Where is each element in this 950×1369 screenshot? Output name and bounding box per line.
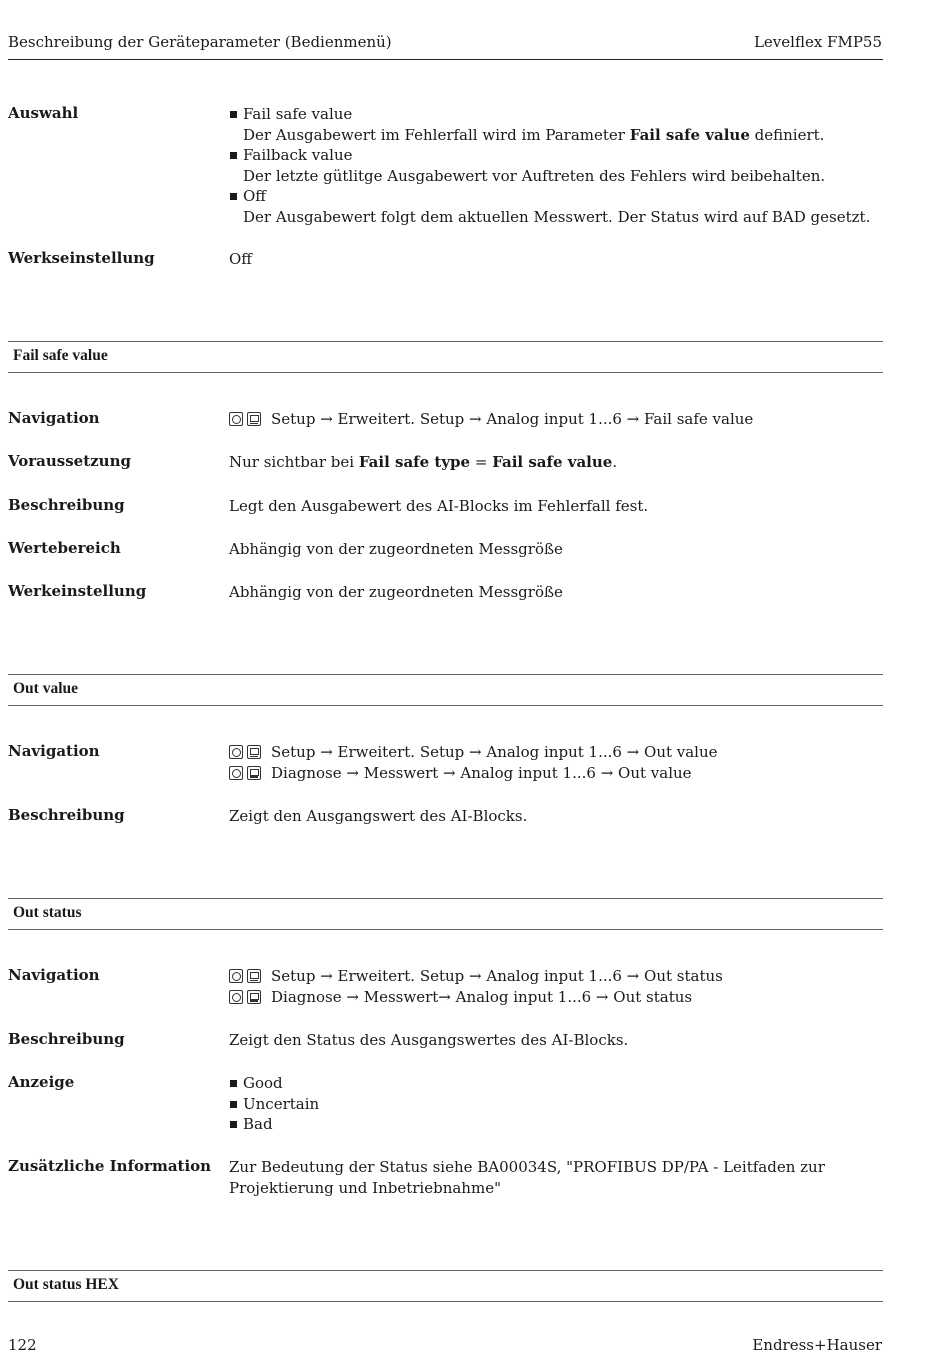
- page-number: 122: [8, 1336, 37, 1354]
- zusaetzliche-information-value: Zur Bedeutung der Status siehe BA00034S, "PROFIBUS DP/PA - Leitfaden zur Projektierung und Inbetriebnahme": [229, 1158, 825, 1197]
- anzeige-list: [229, 1073, 884, 1135]
- zusaetzliche-information-label: Zusätzliche Information: [8, 1157, 212, 1175]
- section-title: Fail safe value: [13, 347, 108, 364]
- beschreibung-value: Zeigt den Status des Ausgangswertes des AI-Blocks.: [229, 1031, 629, 1049]
- section-out-status: [8, 898, 883, 930]
- werkeinstellung-value: Abhängig von der zugeordneten Messgröße: [229, 583, 563, 601]
- expert-menu-icon: [229, 766, 243, 780]
- werkseinstellung-label: Werkseinstellung: [8, 249, 155, 267]
- navigation-label: Navigation: [8, 966, 100, 984]
- display-icon: [247, 766, 261, 780]
- section-title: Out value: [13, 680, 79, 697]
- list-item: Bad: [229, 1114, 884, 1135]
- wertebereich-label: Wertebereich: [8, 539, 121, 557]
- navigation-paths: Setup → Erweitert. Setup → Analog input 1...6 → Out value Diagnose → Messwert → Analog input 1...6 → Out value: [229, 742, 884, 783]
- section-out-value: [8, 674, 883, 706]
- auswahl-label: Auswahl: [8, 104, 79, 122]
- display-icon: [247, 412, 261, 426]
- display-icon: [247, 969, 261, 983]
- beschreibung-label: Beschreibung: [8, 806, 125, 824]
- option-fail-safe-value: Fail safe value: [229, 104, 884, 125]
- section-out-status-hex: [8, 1270, 883, 1302]
- voraussetzung-label: Voraussetzung: [8, 452, 131, 470]
- beschreibung-value: Zeigt den Ausgangswert des AI-Blocks.: [229, 807, 528, 825]
- navigation-paths: Setup → Erweitert. Setup → Analog input 1...6 → Out status Diagnose → Messwert→ Analog input 1...6 → Out status: [229, 966, 884, 1007]
- running-header-product: Levelflex FMP55: [753, 33, 882, 51]
- werkseinstellung-value: Off: [229, 250, 252, 268]
- option-failback-value-desc: Der letzte gütlitge Ausgabewert vor Auftreten des Fehlers wird beibehalten.: [243, 166, 826, 185]
- expert-menu-icon: [229, 745, 243, 759]
- expert-menu-icon: [229, 990, 243, 1004]
- display-icon: [247, 990, 261, 1004]
- option-off: Off: [229, 186, 884, 207]
- wertebereich-value: Abhängig von der zugeordneten Messgröße: [229, 540, 563, 558]
- navigation-label: Navigation: [8, 409, 100, 427]
- werkeinstellung-label: Werkeinstellung: [8, 582, 147, 600]
- auswahl-options: [229, 104, 884, 227]
- voraussetzung-value: Nur sichtbar bei Fail safe type = Fail safe value.: [229, 453, 618, 471]
- anzeige-label: Anzeige: [8, 1073, 75, 1091]
- beschreibung-label: Beschreibung: [8, 496, 125, 514]
- list-item: Uncertain: [229, 1094, 884, 1115]
- option-off-desc: Der Ausgabewert folgt dem aktuellen Messwert. Der Status wird auf BAD gesetzt.: [243, 207, 871, 226]
- expert-menu-icon: [229, 412, 243, 426]
- navigation-path: Setup → Erweitert. Setup → Analog input 1...6 → Fail safe value: [229, 409, 884, 430]
- header-rule: [8, 59, 883, 60]
- navigation-label: Navigation: [8, 742, 100, 760]
- section-title: Out status HEX: [13, 1276, 119, 1293]
- list-item: Good: [229, 1073, 884, 1094]
- option-fail-safe-value-desc: Der Ausgabewert im Fehlerfall wird im Parameter Fail safe value definiert.: [243, 125, 825, 144]
- expert-menu-icon: [229, 969, 243, 983]
- beschreibung-value: Legt den Ausgabewert des AI-Blocks im Fehlerfall fest.: [229, 497, 649, 515]
- section-title: Out status: [13, 904, 82, 921]
- footer-brand: Endress+Hauser: [752, 1336, 882, 1354]
- section-fail-safe-value: [8, 341, 883, 373]
- running-header-title: Beschreibung der Geräteparameter (Bedienmenü): [8, 33, 392, 51]
- display-icon: [247, 745, 261, 759]
- option-failback-value: Failback value: [229, 145, 884, 166]
- beschreibung-label: Beschreibung: [8, 1030, 125, 1048]
